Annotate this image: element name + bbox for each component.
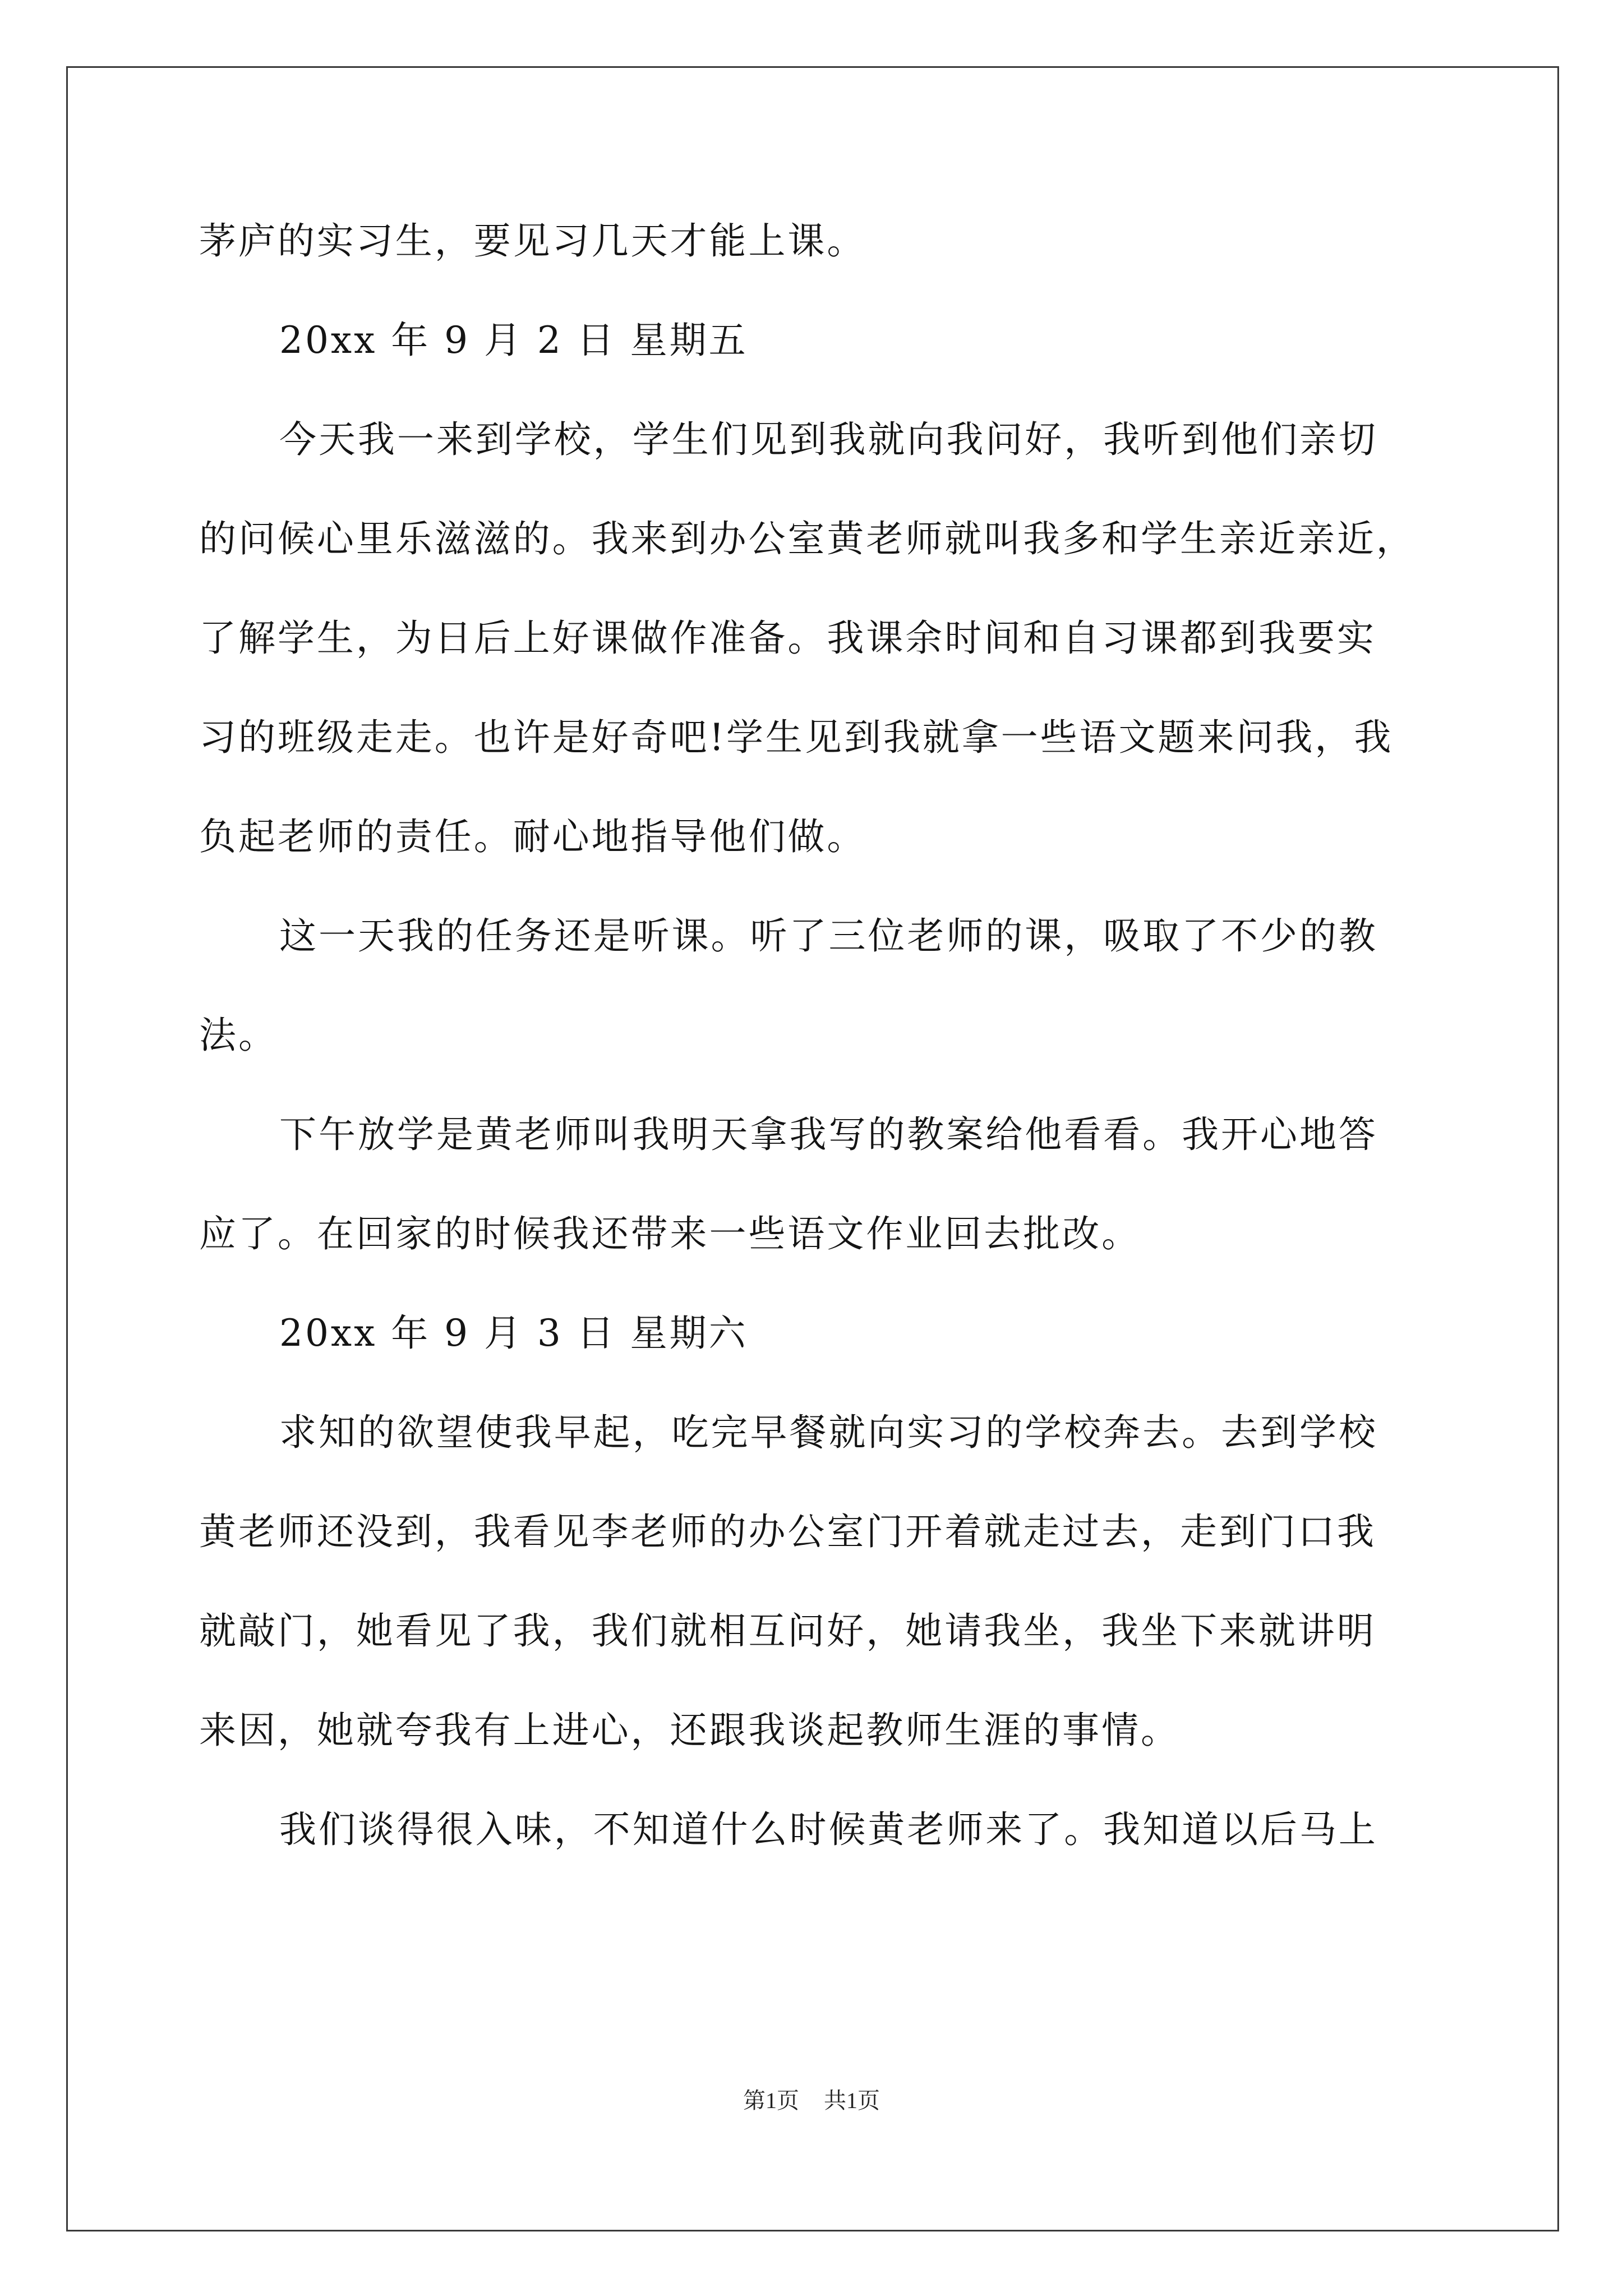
- page-number-current: 第1页: [743, 2088, 799, 2113]
- text-line: 黄老师还没到，我看见李老师的办公室门开着就走过去，走到门口我: [199, 1510, 1376, 1553]
- paragraph-start-line: 今天我一来到学校，学生们见到我就向我问好，我听到他们亲切: [279, 418, 1378, 461]
- text-line: 茅庐的实习生，要见习几天才能上课。: [199, 219, 866, 263]
- text-line: 应了。在回家的时候我还带来一些语文作业回去批改。: [199, 1212, 1141, 1255]
- text-line: 法。: [199, 1014, 278, 1057]
- page-footer: [0, 2084, 1623, 2118]
- paragraph-start-line: 下午放学是黄老师叫我明天拿我写的教案给他看看。我开心地答: [279, 1113, 1378, 1156]
- text-line: 的问候心里乐滋滋的。我来到办公室黄老师就叫我多和学生亲近亲近，: [199, 517, 1415, 560]
- paragraph-start-line: 我们谈得很入味，不知道什么时候黄老师来了。我知道以后马上: [279, 1808, 1378, 1851]
- date-heading: 20xx 年 9 月 3 日 星期六: [279, 1312, 748, 1355]
- text-line: 了解学生，为日后上好课做作准备。我课余时间和自习课都到我要实: [199, 616, 1376, 660]
- text-line: 来因，她就夸我有上进心，还跟我谈起教师生涯的事情。: [199, 1709, 1180, 1752]
- date-heading: 20xx 年 9 月 2 日 星期五: [279, 319, 748, 362]
- text-line: 就敲门，她看见了我，我们就相互问好，她请我坐，我坐下来就讲明: [199, 1609, 1376, 1653]
- paragraph-start-line: 这一天我的任务还是听课。听了三位老师的课，吸取了不少的教: [279, 914, 1378, 958]
- paragraph-start-line: 求知的欲望使我早起，吃完早餐就向实习的学校奔去。去到学校: [279, 1411, 1378, 1454]
- text-line: 负起老师的责任。耐心地指导他们做。: [199, 815, 866, 858]
- text-line: 习的班级走走。也许是好奇吧!学生见到我就拿一些语文题来问我，我: [199, 716, 1394, 759]
- page-number-total: 共1页: [824, 2088, 880, 2113]
